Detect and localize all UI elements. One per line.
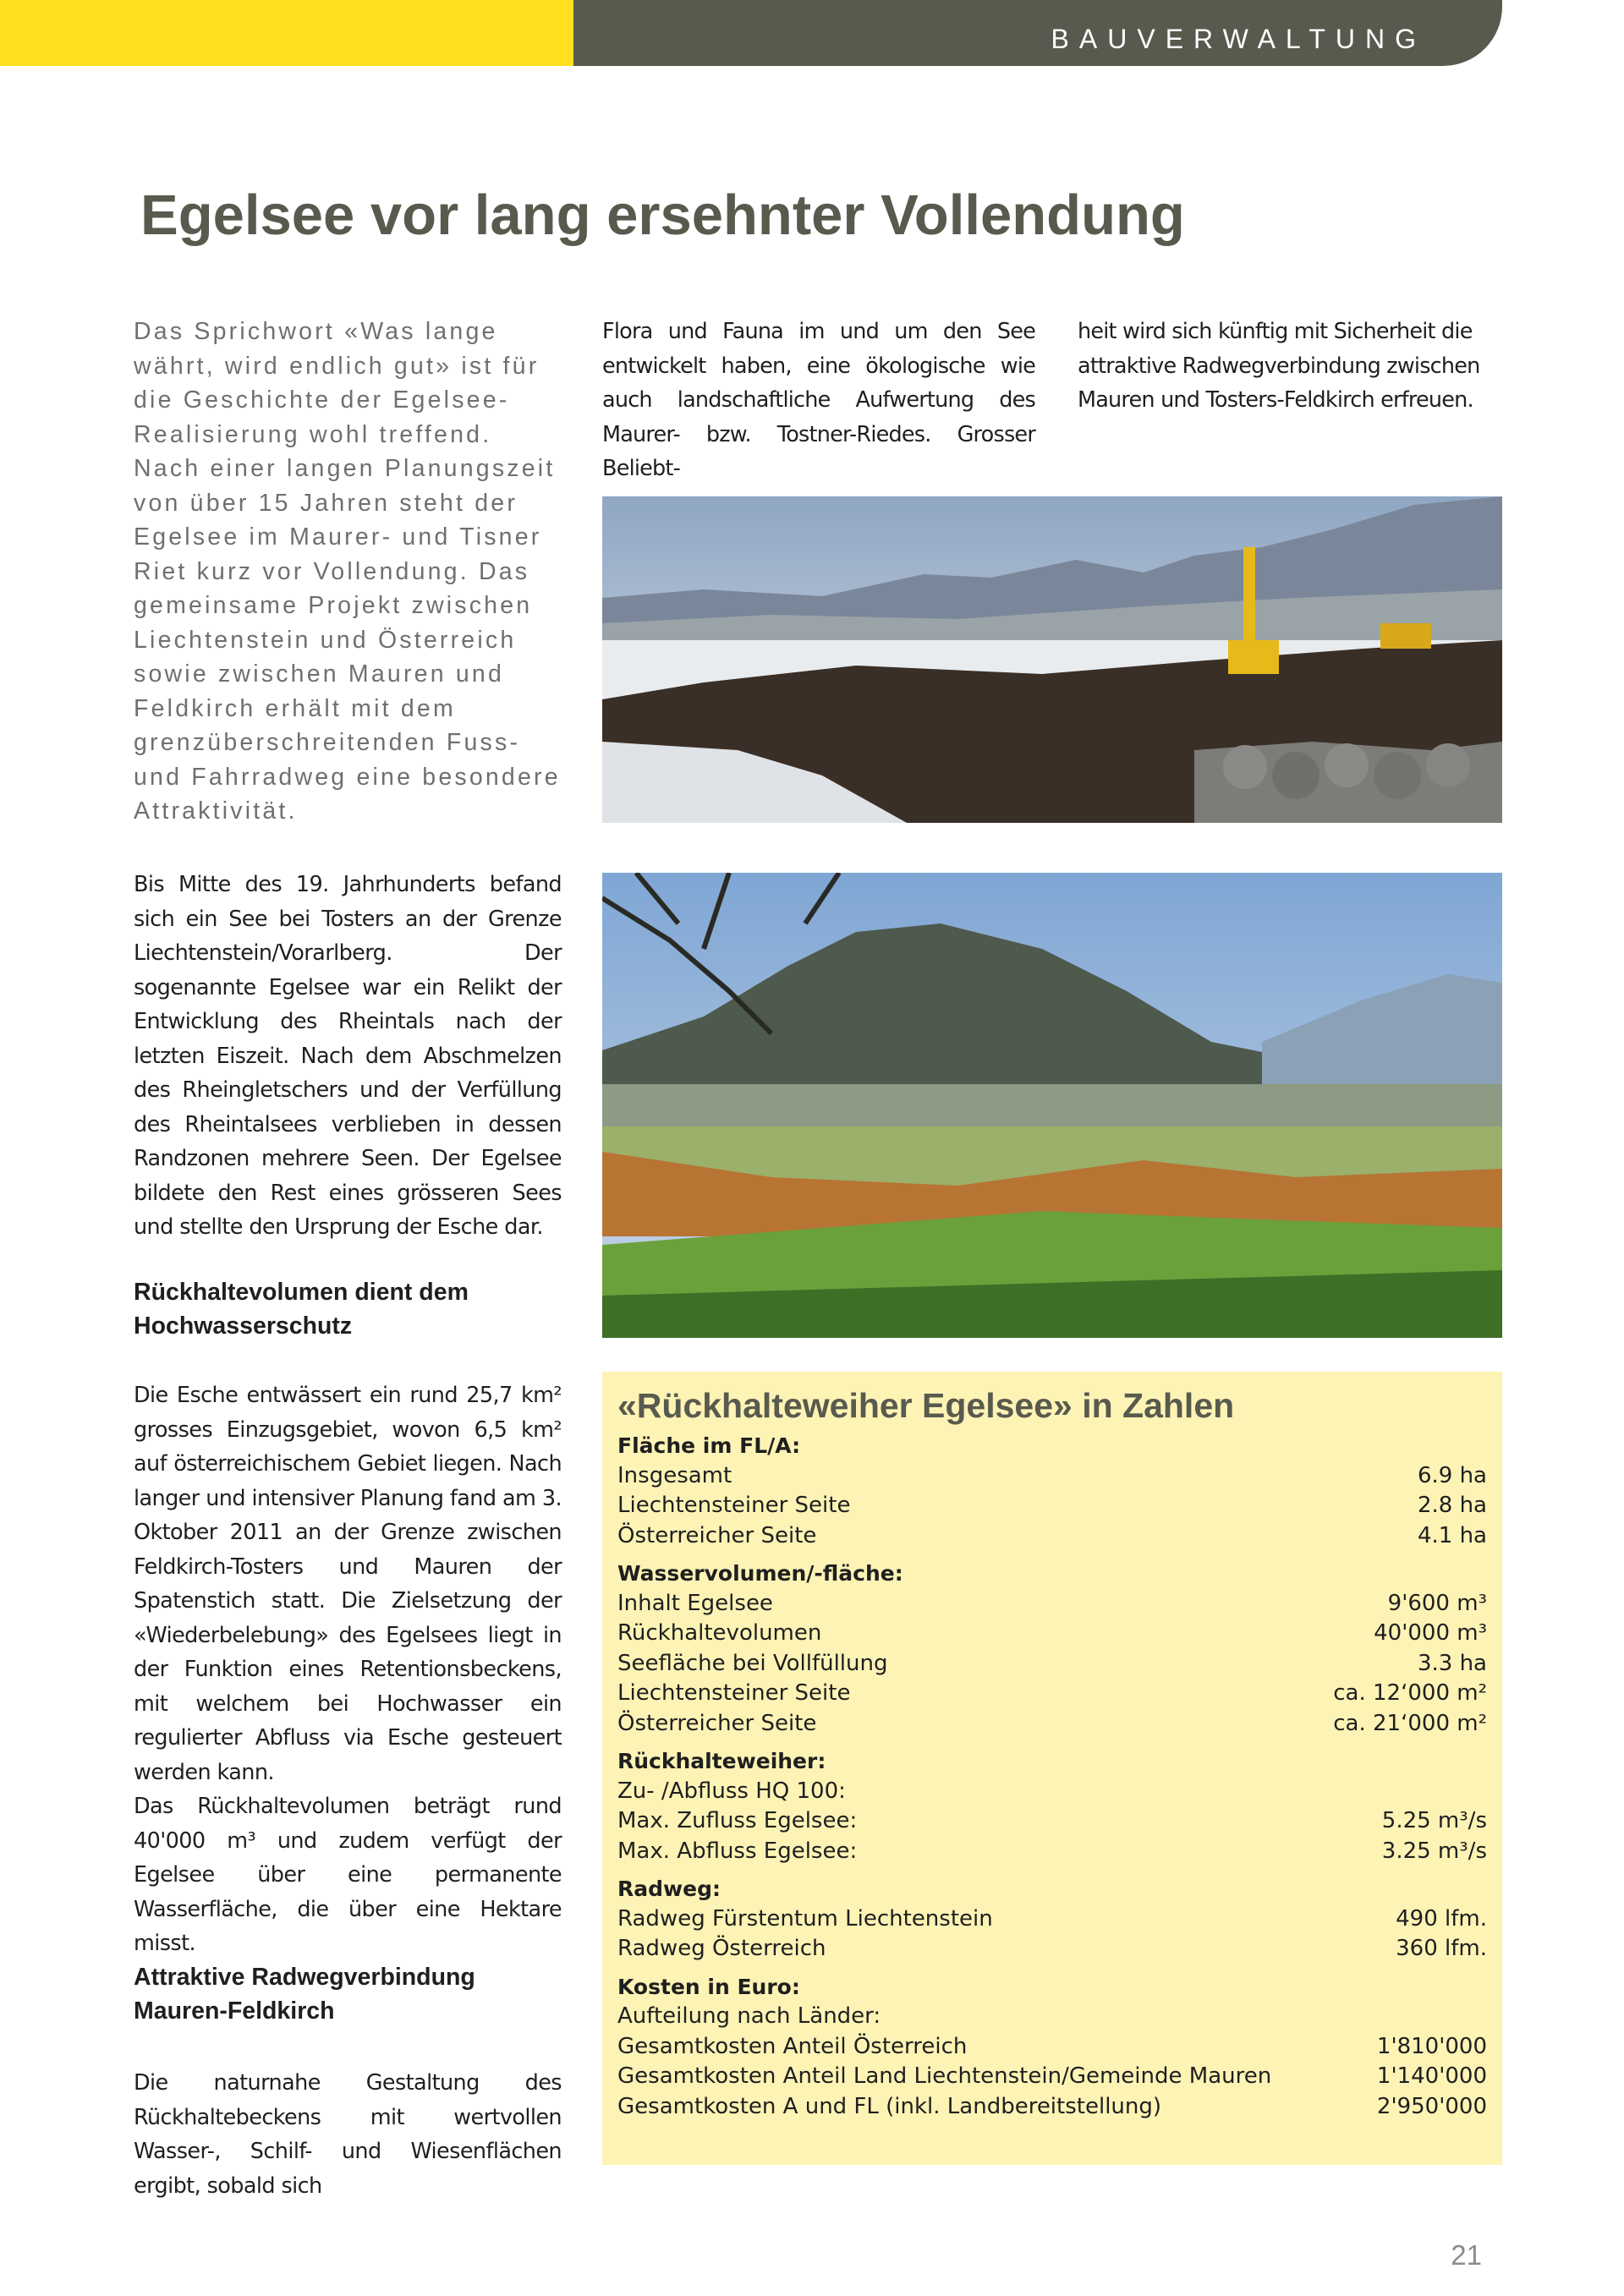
facts-label: Zu- /Abfluss HQ 100: (617, 1778, 846, 1804)
facts-label: Gesamtkosten Anteil Österreich (617, 2033, 968, 2059)
facts-label: Max. Zufluss Egelsee: (617, 1808, 858, 1833)
facts-row (617, 1837, 1487, 1867)
column-2-text (602, 315, 1035, 486)
facts-group-area (617, 1431, 1487, 1551)
facts-value: 5.25 m³/s (1381, 1808, 1487, 1833)
column-2-paragraph: Flora und Fauna im und um den See entwickelt haben, eine ökologische wie auch landschaftliche Aufwertung des Maurer- bzw. Tostner-Riedes. Grosser Beliebt- (602, 319, 1035, 481)
facts-value: 1'810'000 (1376, 2033, 1487, 2059)
flood-paragraph-2: Das Rückhaltevolumen beträgt rund 40'000 m³ und zudem verfügt der Egelsee über eine permanente Wasserfläche, die über eine Hektare misst. (134, 1794, 562, 1956)
header-accent (0, 0, 573, 66)
facts-label: Inhalt Egelsee (617, 1590, 773, 1616)
facts-label: Aufteilung nach Länder: (617, 2003, 881, 2029)
facts-row (617, 1934, 1487, 1964)
facts-label: Radweg Fürstentum Liechtenstein (617, 1905, 993, 1932)
bike-block (134, 2066, 562, 2203)
facts-value: ca. 21‘000 m² (1333, 1710, 1487, 1736)
title-bold: Egelsee (140, 184, 355, 247)
facts-costs-heading: Kosten in Euro: (617, 1974, 800, 1999)
subhead-bike-path: Attraktive Radwegverbindung Mauren-Feldkirch (134, 1964, 475, 2025)
page-title (140, 183, 1185, 248)
facts-label: Radweg Österreich (617, 1936, 826, 1961)
flood-block (134, 1378, 562, 1961)
facts-note (617, 2002, 1487, 2032)
subhead-flood-protection: Rückhaltevolumen dient dem Hochwasserschutz (134, 1279, 469, 1340)
bike-paragraph: Die naturnahe Gestaltung des Rückhaltebeckens mit wertvollen Wasser-, Schilf- und Wiesenflächen ergibt, sobald sich (134, 2070, 562, 2199)
facts-pond-heading: Rückhalteweiher: (617, 1749, 826, 1773)
construction-photo (602, 496, 1502, 823)
facts-note (617, 1777, 1487, 1807)
department-label: BAUVERWALTUNG (1051, 24, 1426, 54)
title-rest: vor lang ersehnter Vollendung (354, 184, 1185, 247)
facts-label: Insgesamt (617, 1462, 732, 1488)
facts-row (617, 2092, 1487, 2123)
facts-value: 40'000 m³ (1374, 1620, 1487, 1646)
flood-paragraph-1: Die Esche entwässert ein rund 25,7 km² grosses Einzugsgebiet, wovon 6,5 km² auf österreichischem Gebiet liegen. Nach langer und intensiver Planung fand am 3. Oktober 2011 an der Grenze zwischen Feldkirch-Tosters und Mauren der Spatenstich statt. Die Zielsetzung der «Wiederbelebung» des Egelsees liegt in der Funktion eines Retentionsbeckens, mit welchem bei Hochwasser ein regulierter Abfluss via Esche gesteuert werden kann. (134, 1383, 562, 1785)
facts-label: Österreicher Seite (617, 1710, 817, 1736)
page-number: 21 (1451, 2239, 1482, 2271)
facts-value: 1'140'000 (1376, 2063, 1487, 2089)
construction-illustration (602, 496, 1502, 823)
facts-row (617, 1461, 1487, 1492)
facts-value: 2.8 ha (1417, 1493, 1487, 1518)
facts-box (602, 1372, 1502, 2165)
facts-group-bike (617, 1874, 1487, 1964)
facts-value: 9'600 m³ (1387, 1590, 1487, 1616)
facts-row (617, 1679, 1487, 1709)
facts-row (617, 1521, 1487, 1552)
facts-value: ca. 12‘000 m² (1333, 1680, 1487, 1706)
facts-row (617, 1491, 1487, 1521)
facts-row (617, 1649, 1487, 1680)
facts-value: 6.9 ha (1417, 1462, 1487, 1488)
facts-row (617, 1806, 1487, 1837)
facts-row (617, 1619, 1487, 1649)
facts-label: Gesamtkosten Anteil Land Liechtenstein/Gemeinde Mauren (617, 2063, 1272, 2089)
facts-label: Gesamtkosten A und FL (inkl. Landbereitstellung) (617, 2093, 1162, 2119)
facts-group-costs (617, 1972, 1487, 2123)
facts-label: Max. Abfluss Egelsee: (617, 1838, 858, 1864)
facts-water-heading: Wasservolumen/-fläche: (617, 1561, 903, 1586)
facts-group-pond (617, 1746, 1487, 1866)
facts-label: Liechtensteiner Seite (617, 1493, 851, 1518)
facts-row (617, 2032, 1487, 2063)
header-bar (573, 0, 1502, 66)
landscape-photo (602, 873, 1502, 1338)
facts-value: 490 lfm. (1396, 1905, 1487, 1932)
history-paragraph: Bis Mitte des 19. Jahrhunderts befand sich ein See bei Tosters an der Grenze Liechtenstein/Vorarlberg. Der sogenannte Egelsee war ein Relikt der Entwicklung des Rheintals nach der letzten Eiszeit. Nach dem Abschmelzen des Rheingletschers und der Verfüllung des Rheintalsees verblieben in dessen Randzonen mehrere Seen. Der Egelsee bildete den Rest eines grösseren Sees und stellte den Ursprung der Esche dar. (134, 872, 562, 1240)
facts-label: Seefläche bei Vollfüllung (617, 1650, 888, 1676)
facts-label: Rückhaltevolumen (617, 1620, 822, 1646)
facts-value: 2'950'000 (1376, 2093, 1487, 2119)
facts-group-water (617, 1559, 1487, 1739)
facts-label: Liechtensteiner Seite (617, 1680, 851, 1706)
history-block (134, 868, 562, 1245)
facts-row (617, 2062, 1487, 2092)
facts-value: 360 lfm. (1396, 1936, 1487, 1961)
facts-row (617, 1589, 1487, 1619)
facts-bike-heading: Radweg: (617, 1877, 721, 1901)
column-3-text (1078, 315, 1517, 418)
facts-row (617, 1904, 1487, 1935)
facts-title: «Rückhalteweiher Egelsee» in Zahlen (617, 1386, 1235, 1425)
facts-area-heading: Fläche im FL/A: (617, 1433, 801, 1458)
facts-row (617, 1709, 1487, 1740)
facts-value: 3.3 ha (1417, 1650, 1487, 1676)
column-3-paragraph: heit wird sich künftig mit Sicherheit die attraktive Radwegverbindung zwischen Mauren und Tosters-Feldkirch erfreuen. (1078, 319, 1480, 413)
facts-value: 3.25 m³/s (1381, 1838, 1487, 1864)
facts-label: Österreicher Seite (617, 1522, 817, 1548)
facts-value: 4.1 ha (1417, 1522, 1487, 1548)
lead-paragraph: Das Sprichwort «Was lange währt, wird endlich gut» ist für die Geschichte der Egelsee-Realisierung wohl treffend. Nach einer langen Planungszeit von über 15 Jahren steht der Egelsee im Maurer- und Tisner Riet kurz vor Vollendung. Das gemeinsame Projekt zwischen Liechtenstein und Österreich sowie zwischen Mauren und Feldkirch erhält mit dem grenzüberschreitenden Fuss- und Fahrradweg eine besondere Attraktivität. (134, 318, 561, 825)
landscape-illustration (602, 873, 1502, 1338)
